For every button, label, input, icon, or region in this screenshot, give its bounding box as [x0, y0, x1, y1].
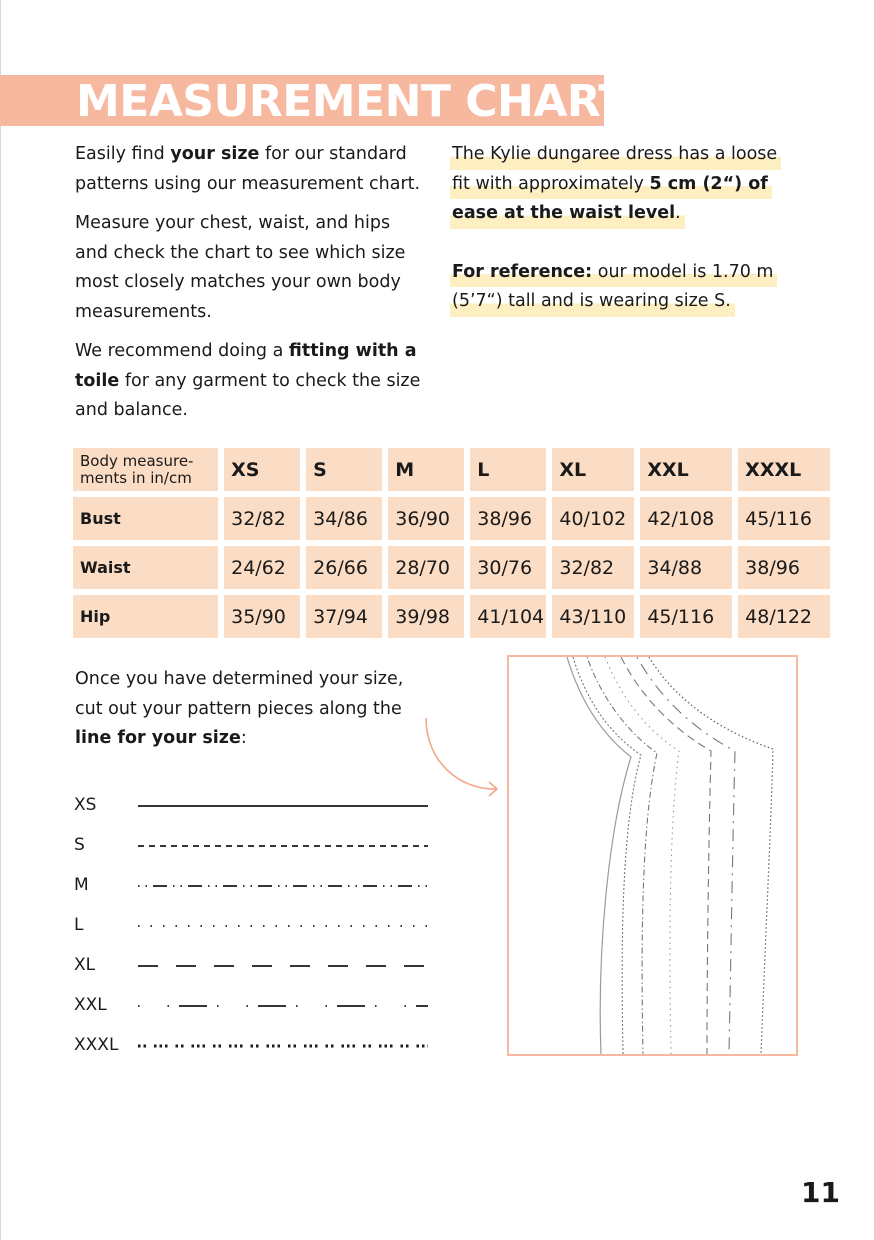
- table-cell: 32/82: [552, 546, 634, 589]
- legend-line-xxl: [136, 990, 436, 1020]
- table-cell: 48/122: [738, 595, 830, 638]
- row-label-waist: Waist: [73, 546, 218, 589]
- cut-text-a: Once you have determined your size, cut out your pattern pieces along the: [75, 669, 404, 719]
- page-number: 11: [801, 1176, 840, 1209]
- legend-line-m: [136, 870, 436, 900]
- note-line-4-text: our model is 1.70 m: [592, 261, 774, 282]
- size-header-m: M: [388, 448, 464, 491]
- intro-paragraph-1: [75, 140, 425, 199]
- size-header-l: L: [470, 448, 546, 491]
- note-line-4-hl: [450, 258, 777, 288]
- legend-label: S: [74, 835, 85, 855]
- table-cell: 43/110: [552, 595, 634, 638]
- table-cell: 30/76: [470, 546, 546, 589]
- table-cell: 37/94: [306, 595, 382, 638]
- note-line-2-hl: [450, 170, 772, 200]
- cut-text-bold: line for your size: [75, 728, 241, 748]
- table-cell: 39/98: [388, 595, 464, 638]
- intro-p3-text-c: for any garment to check the size and balance.: [75, 370, 421, 420]
- curved-arrow-icon: [420, 712, 510, 802]
- size-header-xl: XL: [552, 448, 634, 491]
- note-line-4-bold: For reference:: [452, 261, 593, 282]
- table-cell: 26/66: [306, 546, 382, 589]
- table-cell: 35/90: [224, 595, 300, 638]
- size-header-xxxl: XXXL: [738, 448, 830, 491]
- note-line-1: [452, 140, 812, 170]
- intro-text: [75, 140, 425, 436]
- legend-label: M: [74, 875, 89, 895]
- table-cell: 45/116: [640, 595, 732, 638]
- table-cell: 38/96: [470, 497, 546, 540]
- table-cell: 41/104: [470, 595, 546, 638]
- page-title: MEASUREMENT CHART: [76, 76, 628, 127]
- note-line-5-text: (5’7“) tall and is wearing size S.: [450, 287, 735, 317]
- intro-paragraph-3: [75, 337, 425, 426]
- intro-p3-bold: fitting with a toile: [75, 341, 417, 391]
- table-row-hip: [73, 595, 830, 638]
- table-corner-label: Body measure- ments in in/cm: [73, 448, 218, 491]
- row-label-bust: Bust: [73, 497, 218, 540]
- intro-paragraph-2: Measure your chest, waist, and hips and check the chart to see which size most closely matches your own body measurements.: [75, 213, 406, 322]
- legend-line-xl: [136, 950, 436, 980]
- table-cell: 28/70: [388, 546, 464, 589]
- page-edge: [0, 0, 1, 1240]
- note-line-3-bold: ease at the waist level: [452, 203, 676, 223]
- table-cell: 32/82: [224, 497, 300, 540]
- table-row-bust: [73, 497, 830, 540]
- size-header-s: S: [306, 448, 382, 491]
- pattern-curves-illustration: [509, 657, 796, 1054]
- note-gap: [452, 229, 812, 258]
- legend-label: XXXL: [74, 1035, 119, 1055]
- row-label-hip: Hip: [73, 595, 218, 638]
- legend-label: XXL: [74, 995, 107, 1015]
- measurement-table: [73, 448, 830, 644]
- table-header-row: [73, 448, 830, 491]
- note-line-2-text: fit with approximately: [452, 173, 650, 194]
- cut-instructions: [75, 665, 435, 754]
- intro-p1-text-c: for our standard patterns using our measurement chart.: [75, 144, 421, 194]
- note-line-3: [452, 199, 812, 229]
- cut-text-c: :: [240, 728, 247, 748]
- table-cell: 36/90: [388, 497, 464, 540]
- legend-line-xs: [136, 790, 436, 820]
- intro-p3-text-a: We recommend doing a: [75, 341, 289, 361]
- table-cell: 42/108: [640, 497, 732, 540]
- size-header-xxl: XXL: [640, 448, 732, 491]
- legend-line-l: [136, 910, 436, 940]
- table-cell: 40/102: [552, 497, 634, 540]
- legend-label: L: [74, 915, 84, 935]
- table-cell: 38/96: [738, 546, 830, 589]
- legend-label: XL: [74, 955, 96, 975]
- legend-line-s: [136, 830, 436, 860]
- table-cell: 45/116: [738, 497, 830, 540]
- table-cell: 34/86: [306, 497, 382, 540]
- fit-note: [452, 140, 812, 317]
- note-line-3-text: .: [675, 203, 681, 223]
- note-line-2-bold: 5 cm (2“) of: [649, 173, 768, 194]
- size-header-xs: XS: [224, 448, 300, 491]
- legend-label: XS: [74, 795, 97, 815]
- note-line-3-hl: [450, 199, 685, 229]
- intro-p1-text-a: Easily find: [75, 144, 171, 164]
- note-line-4: [452, 258, 812, 288]
- note-line-2: [452, 170, 812, 200]
- pattern-lines-diagram: [507, 655, 798, 1056]
- table-row-waist: [73, 546, 830, 589]
- note-line-1-text: The Kylie dungaree dress has a loose: [450, 140, 781, 170]
- legend-line-xxxl: [136, 1030, 436, 1060]
- table-cell: 24/62: [224, 546, 300, 589]
- table-cell: 34/88: [640, 546, 732, 589]
- intro-p1-bold: your size: [170, 144, 260, 164]
- note-line-5: [452, 287, 812, 317]
